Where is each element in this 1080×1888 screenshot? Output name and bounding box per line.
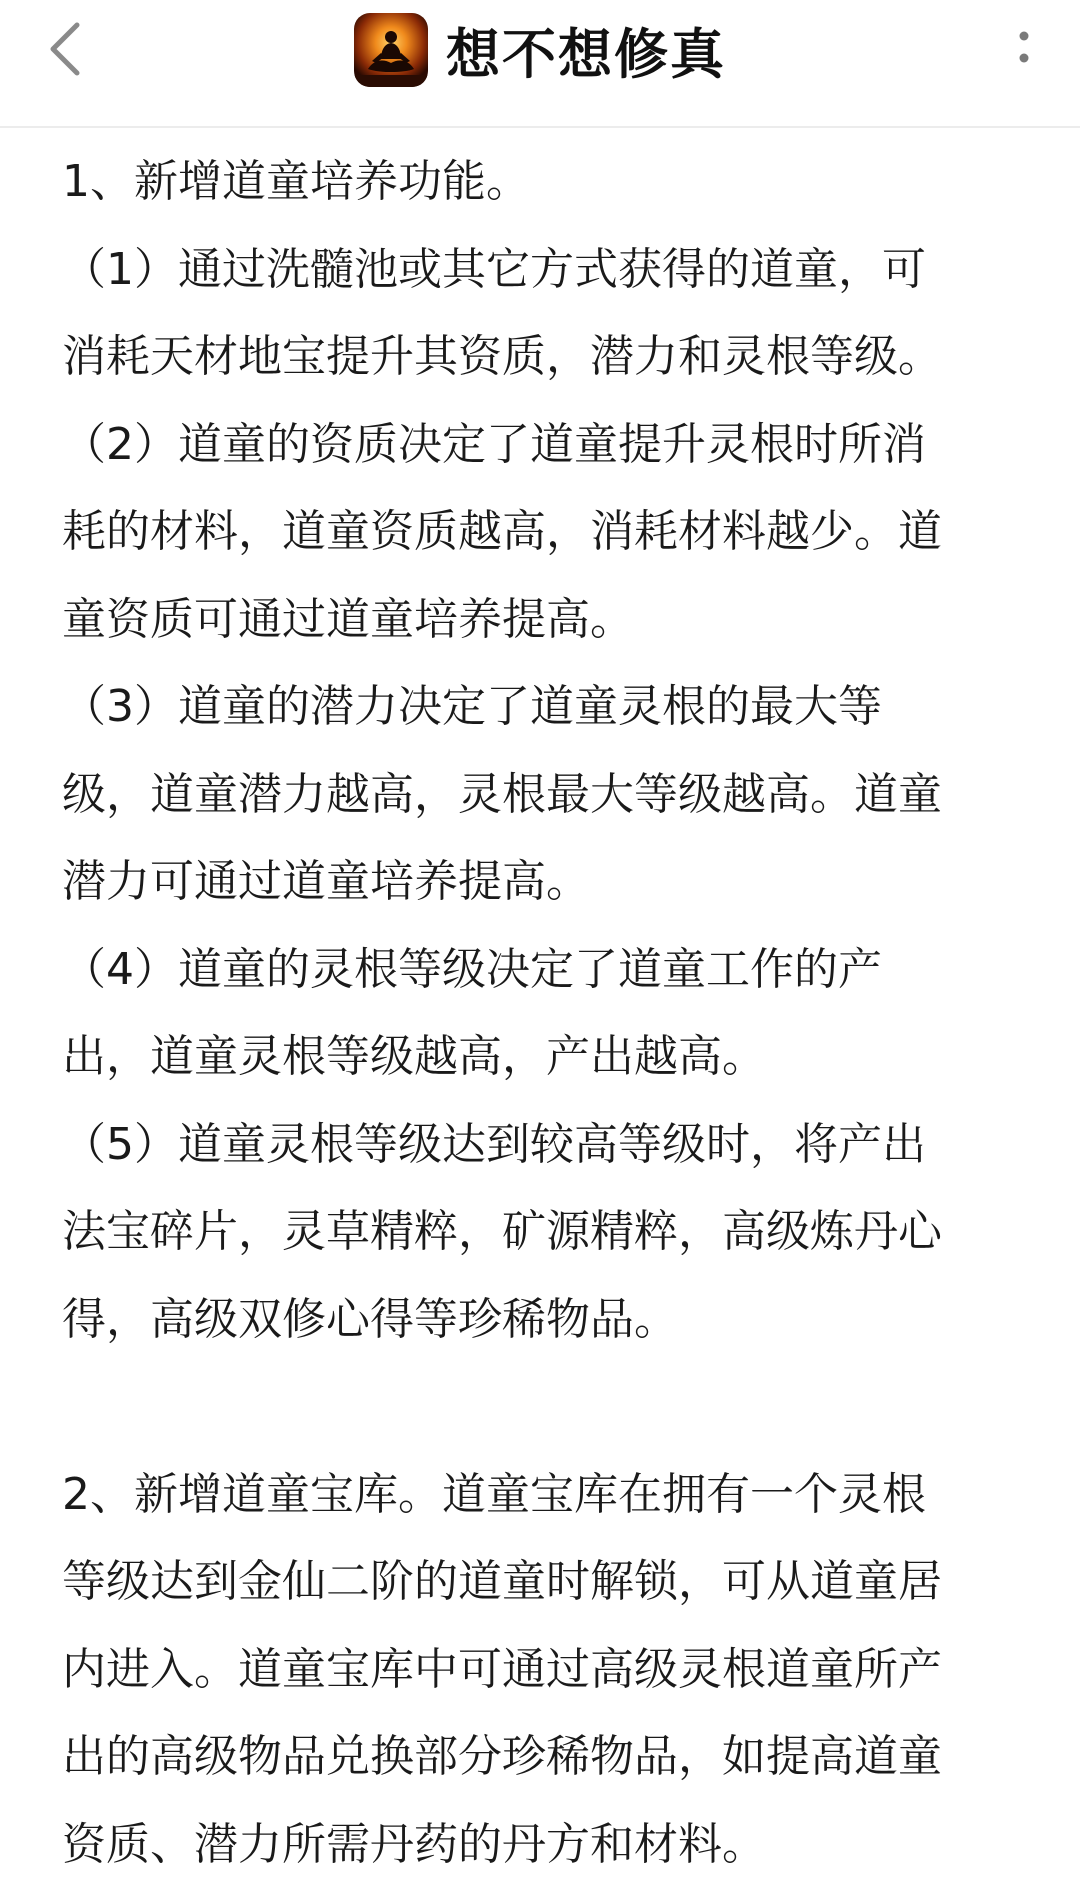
article-line: 级，道童潜力越高，灵根最大等级越高。道童: [62, 751, 1028, 839]
title-group: [0, 8, 1080, 92]
article-line: 出，道童灵根等级越高，产出越高。: [62, 1013, 1028, 1101]
article-line: 出的高级物品兑换部分珍稀物品，如提高道童: [62, 1713, 1028, 1801]
article-line: 消耗天材地宝提升其资质，潜力和灵根等级。: [62, 313, 1028, 401]
article-line: （5）道童灵根等级达到较高等级时，将产出: [62, 1101, 1028, 1189]
article-body: [62, 138, 1028, 1888]
more-options-button[interactable]: [996, 16, 1052, 80]
page-title: 想不想修真: [446, 12, 726, 89]
article-line: 童资质可通过道童培养提高。: [62, 576, 1028, 664]
article-line: 1、新增道童培养功能。: [62, 138, 1028, 226]
article-line: 得，高级双修心得等珍稀物品。: [62, 1276, 1028, 1364]
article-line: 耗的材料，道童资质越高，消耗材料越少。道: [62, 488, 1028, 576]
paragraph-spacer: [62, 1363, 1028, 1451]
section-1: [62, 138, 1028, 1363]
more-vertical-icon: [1017, 28, 1031, 68]
article-line: （3）道童的潜力决定了道童灵根的最大等: [62, 663, 1028, 751]
article-line: 内进入。道童宝库中可通过高级灵根道童所产: [62, 1626, 1028, 1714]
article-line: （1）通过洗髓池或其它方式获得的道童，可: [62, 226, 1028, 314]
article-line: 潜力可通过道童培养提高。: [62, 838, 1028, 926]
app-logo-icon[interactable]: [354, 13, 428, 87]
article-line: （2）道童的资质决定了道童提升灵根时所消: [62, 401, 1028, 489]
top-app-bar: [0, 0, 1080, 128]
article-line: 2、新增道童宝库。道童宝库在拥有一个灵根: [62, 1451, 1028, 1539]
article-line: 资质、潜力所需丹药的丹方和材料。: [62, 1801, 1028, 1888]
article-line: （4）道童的灵根等级决定了道童工作的产: [62, 926, 1028, 1014]
section-2: [62, 1451, 1028, 1888]
article-line: 等级达到金仙二阶的道童时解锁，可从道童居: [62, 1538, 1028, 1626]
article-line: 法宝碎片，灵草精粹，矿源精粹，高级炼丹心: [62, 1188, 1028, 1276]
